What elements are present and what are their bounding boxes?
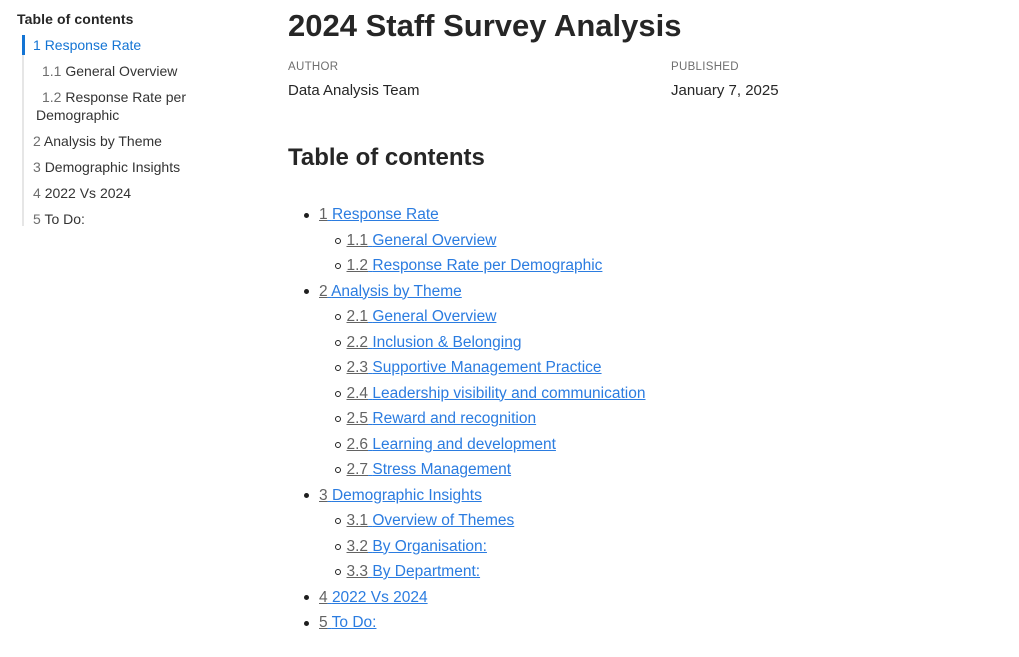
- toc-link-stress-management[interactable]: [347, 461, 512, 478]
- toc-link-by-department[interactable]: [347, 563, 481, 580]
- sidebar-item-label: Analysis by Theme: [43, 133, 162, 149]
- page-title: 2024 Staff Survey Analysis: [288, 8, 682, 43]
- toc-link-label: Demographic Insights: [331, 486, 482, 504]
- toc-item: [319, 534, 1019, 560]
- toc-link-number: 2: [319, 282, 328, 300]
- toc-link-label: Leadership visibility and communication: [372, 384, 646, 402]
- toc-link-number: 1.2: [346, 257, 369, 274]
- published-block: [671, 61, 1019, 100]
- toc-sublist: [319, 304, 1019, 483]
- sidebar-item-number: 4: [33, 185, 41, 201]
- toc-link-label: Response Rate: [331, 206, 439, 223]
- toc-link-label: Response Rate per Demographic: [372, 257, 603, 274]
- sidebar-item-label: To Do:: [44, 211, 85, 227]
- sidebar-item-number: 1.2: [42, 89, 62, 105]
- toc-link-by-organisation[interactable]: [347, 538, 487, 555]
- toc-link-leadership-visibility-and-communication[interactable]: [347, 385, 646, 402]
- author-label: AUTHOR: [288, 61, 339, 73]
- toc-link-inclusion-belonging[interactable]: [347, 334, 522, 351]
- toc-link-label: Reward and recognition: [372, 410, 537, 427]
- toc-item: [319, 406, 1019, 432]
- sidebar-item-label: Response Rate per Demographic: [36, 89, 186, 123]
- toc-link-label: Supportive Management Practice: [372, 359, 602, 376]
- toc-item: [319, 432, 1019, 458]
- toc-link-label: Overview of Themes: [372, 512, 515, 529]
- toc-link-label: Learning and development: [372, 435, 556, 453]
- sidebar-item-label: General Overview: [65, 63, 178, 79]
- toc-link-number: 2.5: [346, 410, 369, 427]
- toc-list: [288, 202, 1019, 636]
- toc-link-general-overview-1[interactable]: [347, 232, 497, 249]
- toc-item: [288, 483, 1019, 585]
- toc-link-number: 2.2: [346, 333, 369, 351]
- toc-link-label: Stress Management: [372, 461, 512, 478]
- toc-link-label: To Do:: [331, 614, 377, 631]
- toc-item: [288, 279, 1019, 483]
- toc-link-number: 2.4: [346, 384, 369, 402]
- toc-link-general-overview-2[interactable]: [347, 308, 497, 325]
- toc-link-number: 3.3: [346, 563, 369, 580]
- toc-item: [319, 228, 1019, 254]
- toc-link-number: 3: [319, 486, 328, 504]
- toc-link-number: 5: [319, 614, 328, 631]
- toc-link-analysis-by-theme[interactable]: [319, 283, 462, 300]
- sidebar-item-to-do[interactable]: [22, 210, 220, 228]
- author-value: Data Analysis Team: [288, 82, 420, 99]
- toc-link-number: 2.3: [346, 359, 369, 376]
- sidebar-item-number: 1: [33, 37, 41, 53]
- sidebar-item-label: Response Rate: [44, 37, 142, 53]
- sidebar-toc-list: [22, 36, 220, 228]
- toc-item: [288, 202, 1019, 279]
- sidebar-item-2022-vs-2024[interactable]: [22, 184, 220, 202]
- toc-item: [319, 508, 1019, 534]
- toc-item: [319, 457, 1019, 483]
- sidebar-item-demographic-insights[interactable]: [22, 158, 220, 176]
- toc-link-number: 1.1: [346, 231, 369, 249]
- toc-item: [319, 381, 1019, 407]
- toc-item: [288, 585, 1019, 611]
- toc-link-reward-and-recognition[interactable]: [347, 410, 537, 427]
- toc-link-response-rate-per-demographic[interactable]: [347, 257, 603, 274]
- toc-link-number: 2.1: [346, 308, 369, 325]
- published-label: PUBLISHED: [671, 61, 739, 73]
- sidebar-item-number: 1.1: [42, 63, 62, 79]
- toc-link-2022-vs-2024[interactable]: [319, 589, 428, 606]
- author-block: [288, 61, 671, 100]
- toc-item: [288, 610, 1019, 636]
- toc-link-response-rate[interactable]: [319, 206, 439, 223]
- sidebar-item-response-rate-per-demographic[interactable]: [22, 88, 220, 124]
- toc-link-label: By Organisation:: [372, 537, 487, 555]
- sidebar-item-number: 2: [33, 133, 41, 149]
- article: [288, 0, 1019, 657]
- toc-link-label: 2022 Vs 2024: [331, 588, 428, 606]
- toc-sublist: [319, 508, 1019, 585]
- sidebar-item-number: 3: [33, 159, 41, 175]
- toc-link-number: 3.2: [346, 537, 369, 555]
- sidebar-item-number: 5: [33, 211, 41, 227]
- sidebar-title: Table of contents: [17, 11, 134, 27]
- toc-link-demographic-insights[interactable]: [319, 487, 482, 504]
- toc-item: [319, 559, 1019, 585]
- toc-link-overview-of-themes[interactable]: [347, 512, 515, 529]
- toc-link-number: 2.6: [346, 435, 369, 453]
- toc-item: [319, 330, 1019, 356]
- toc-link-label: Inclusion & Belonging: [372, 333, 522, 351]
- toc-link-label: By Department:: [372, 563, 481, 580]
- toc-link-number: 1: [319, 206, 328, 223]
- toc-link-number: 4: [319, 588, 328, 606]
- toc-item: [319, 304, 1019, 330]
- toc-link-label: General Overview: [372, 308, 497, 325]
- toc-heading: Table of contents: [288, 144, 485, 171]
- toc-link-to-do[interactable]: [319, 614, 376, 631]
- sidebar-item-analysis-by-theme[interactable]: [22, 132, 220, 150]
- toc-link-supportive-management-practice[interactable]: [347, 359, 602, 376]
- toc-item: [319, 355, 1019, 381]
- toc-sidebar: [0, 0, 288, 657]
- sidebar-item-response-rate[interactable]: [22, 36, 220, 54]
- toc-item: [319, 253, 1019, 279]
- toc-link-learning-and-development[interactable]: [347, 436, 556, 453]
- toc-link-number: 2.7: [346, 461, 369, 478]
- sidebar-item-label: 2022 Vs 2024: [44, 185, 132, 201]
- sidebar-item-label: Demographic Insights: [44, 159, 181, 175]
- published-value: January 7, 2025: [671, 82, 779, 99]
- toc-link-number: 3.1: [346, 512, 369, 529]
- toc-link-label: Analysis by Theme: [331, 282, 462, 300]
- toc-link-label: General Overview: [372, 231, 497, 249]
- sidebar-item-general-overview[interactable]: [22, 62, 220, 80]
- toc-sublist: [319, 228, 1019, 279]
- article-meta: [288, 61, 1019, 100]
